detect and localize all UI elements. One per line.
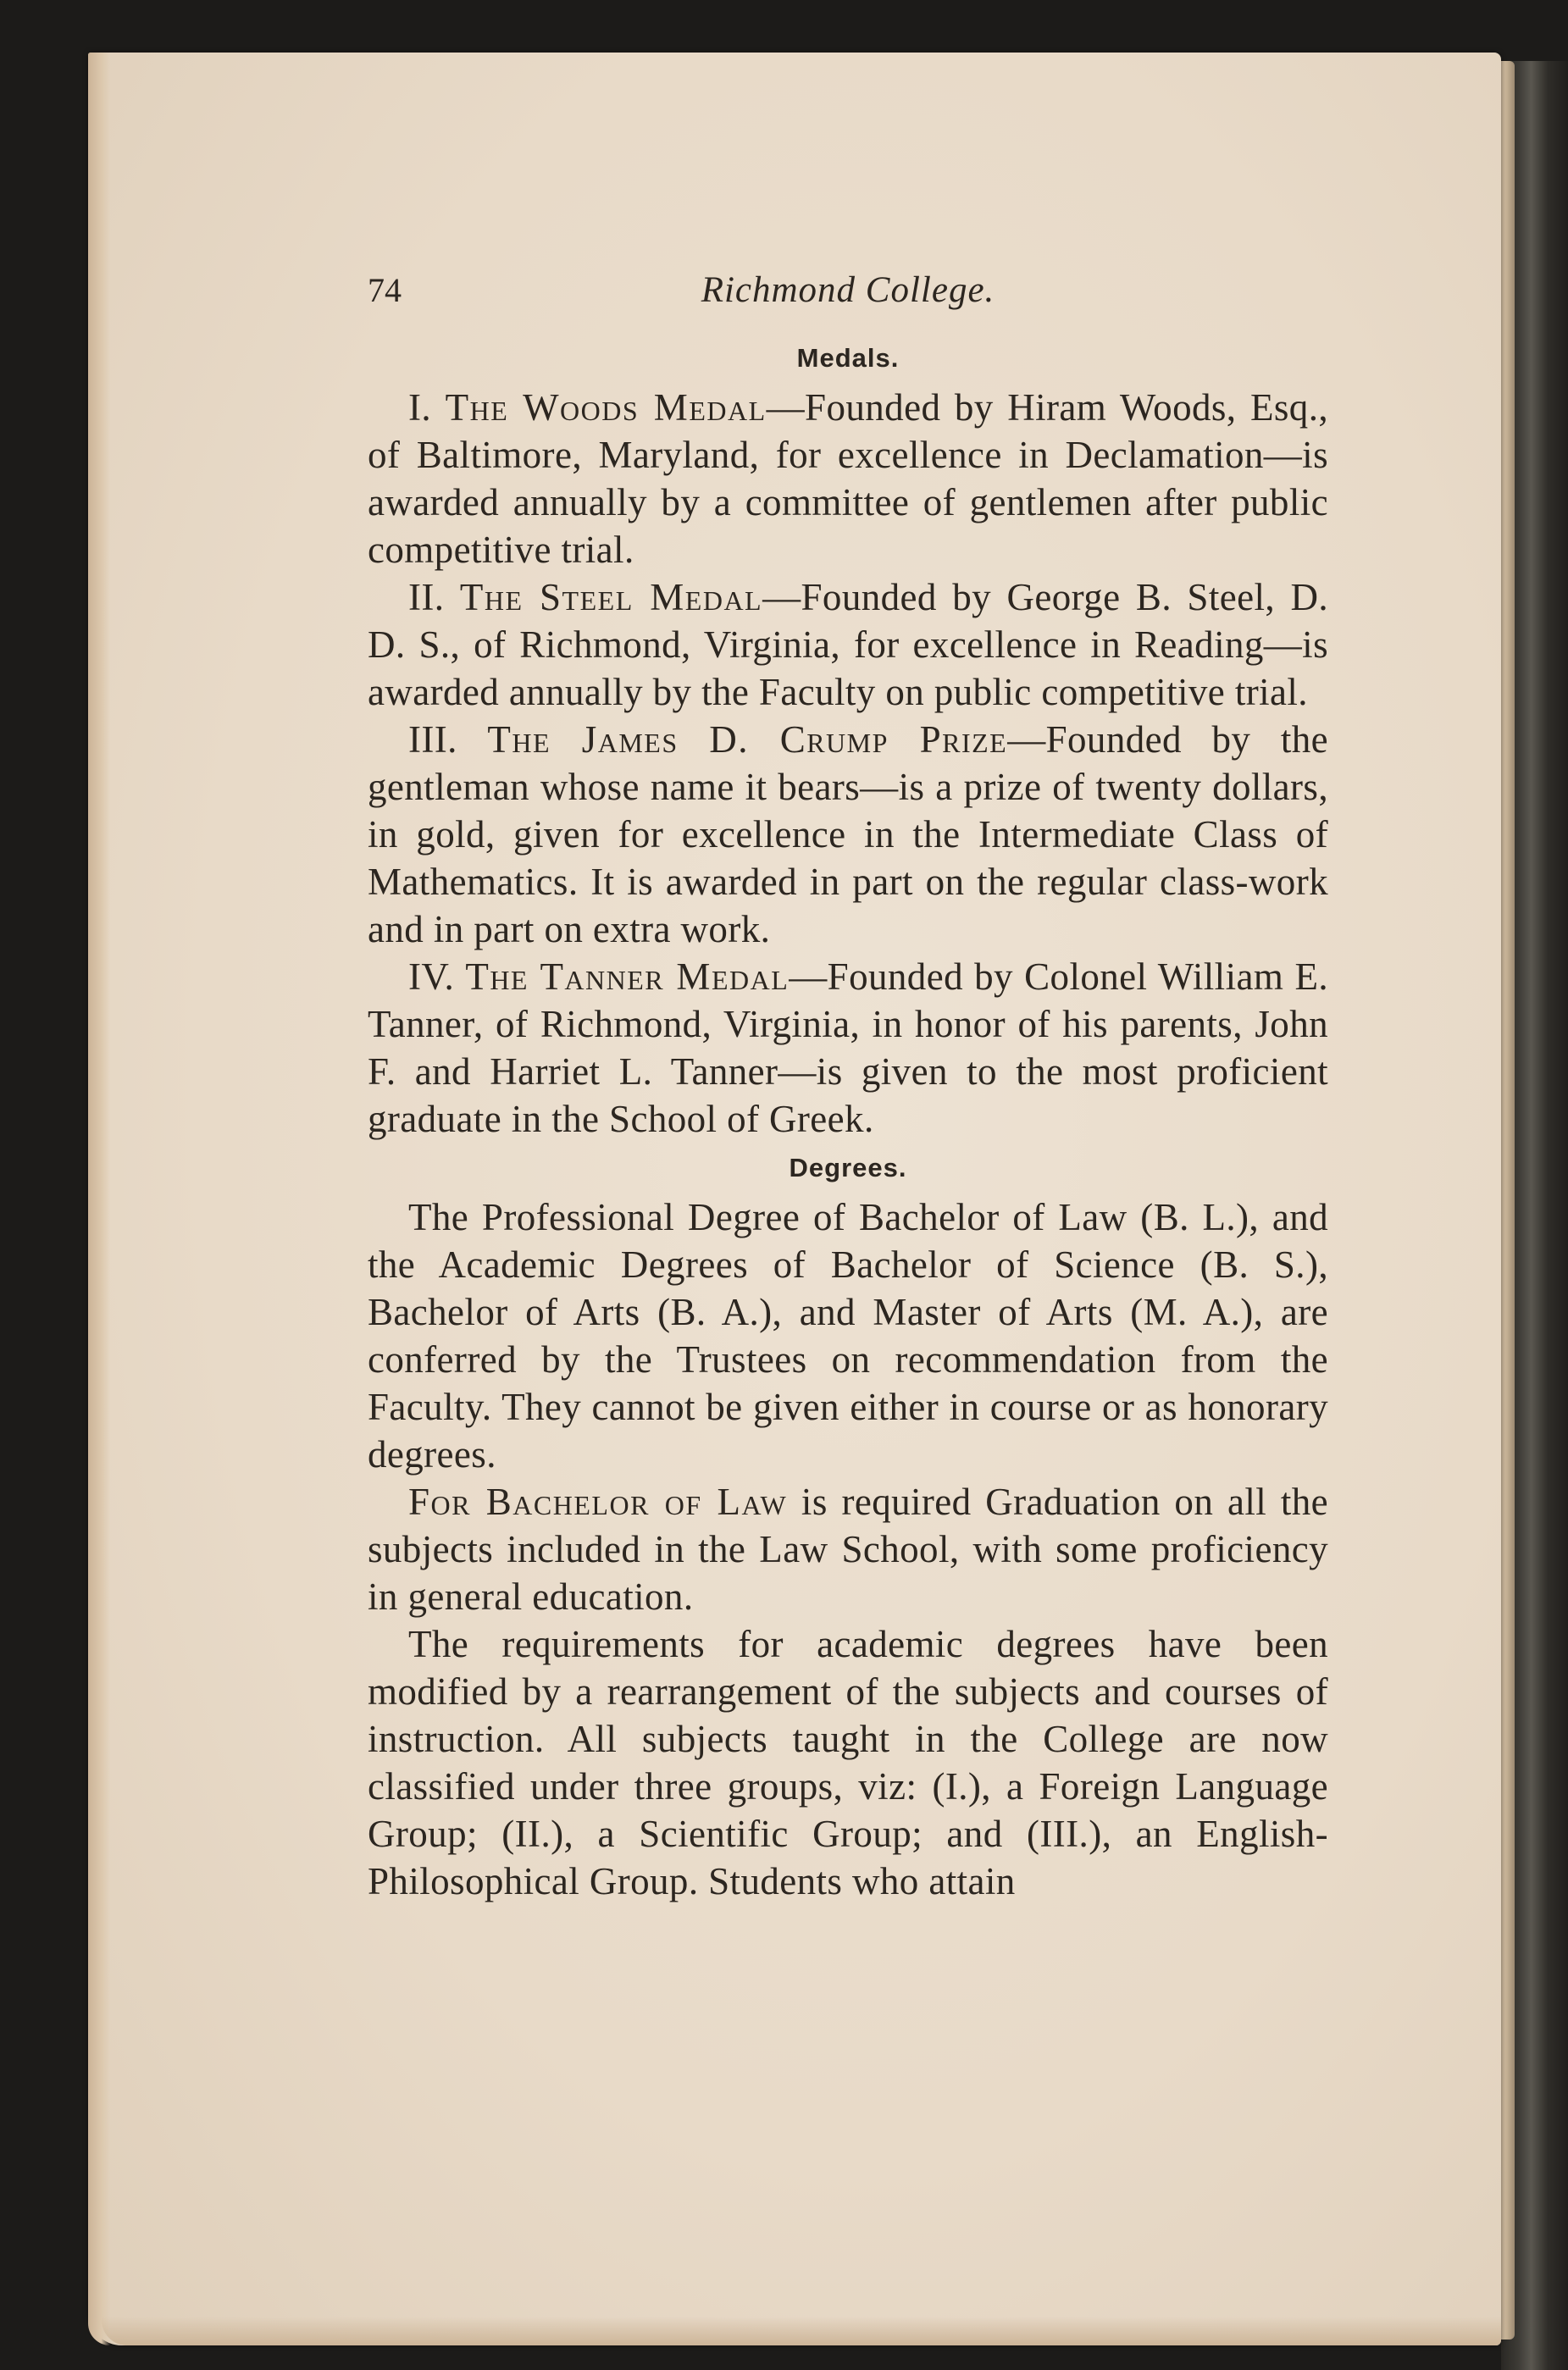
degrees-paragraph-1: The Professional Degree of Bachelor of Law (B. L.), and the Academic Degrees of Bachelor of Science (B. S.), Bachelor of Arts (B. A.), and Master of Arts (M. A.), are conferred by the Trustees on recommendation from the Faculty. They cannot be given either in course or as honorary degrees. xyxy=(368,1196,1328,1476)
medal-name: The Tanner Medal xyxy=(465,955,790,998)
degrees-paragraph-3: The requirements for academic degrees have been modified by a rearrangement of the subjects and courses of instruction. All subjects taught in the College are now classified under three groups, viz: (I.), a Foreign Language Group; (II.), a Scientific Group; and (III.), an English-Philosophical Group. Students who attain xyxy=(368,1623,1328,1902)
medals-heading: Medals. xyxy=(796,343,900,373)
medal-entry-4 xyxy=(368,953,1328,1143)
medal-description: —Founded by the gentleman whose name it bears—is a prize of twenty dollars, in gold, given for excellence in the Intermediate Class of Mathematics. It is awarded in part on the regular class-work and in part on extra work. xyxy=(368,718,1329,950)
medal-description: —Founded by Hiram Woods, Esq., of Baltimore, Maryland, for excellence in Declamation—is awarded annually by a committee of gentlemen after public competitive trial. xyxy=(368,386,1328,571)
degree-name: For Bachelor of Law xyxy=(408,1481,788,1523)
degree-requirements: is required Graduation on all the subjects included in the Law School, with some proficiency in general education. xyxy=(368,1481,1329,1618)
medal-name: The Woods Medal xyxy=(445,386,767,429)
medal-entry-1 xyxy=(368,384,1328,573)
page-edge-shading xyxy=(88,53,110,2345)
medal-entry-3 xyxy=(368,716,1328,953)
entry-numeral: III. xyxy=(408,718,457,761)
degrees-paragraph-2 xyxy=(368,1478,1328,1620)
running-title: Richmond College. xyxy=(701,270,995,310)
entry-numeral: II. xyxy=(408,576,445,618)
entry-numeral: I. xyxy=(408,386,432,429)
degrees-heading: Degrees. xyxy=(789,1153,907,1182)
medal-name: The James D. Crump Prize xyxy=(487,718,1008,761)
running-header xyxy=(368,267,1328,319)
entry-numeral: IV. xyxy=(408,955,455,998)
page-text-block xyxy=(368,267,1328,1905)
medal-name: The Steel Medal xyxy=(459,576,763,618)
medal-description: —Founded by George B. Steel, D. D. S., of Richmond, Virginia, for excellence in Reading—is awarded annually by the Faculty on public competitive trial. xyxy=(368,576,1329,713)
page-bottom-shading xyxy=(102,2317,1501,2345)
medal-description: —Founded by Colonel William E. Tanner, of Richmond, Virginia, in honor of his parents, John F. and Harriet L. Tanner—is given to the most proficient graduate in the School of Greek. xyxy=(368,955,1328,1140)
page-number: 74 xyxy=(368,271,402,309)
medal-entry-2 xyxy=(368,573,1328,716)
